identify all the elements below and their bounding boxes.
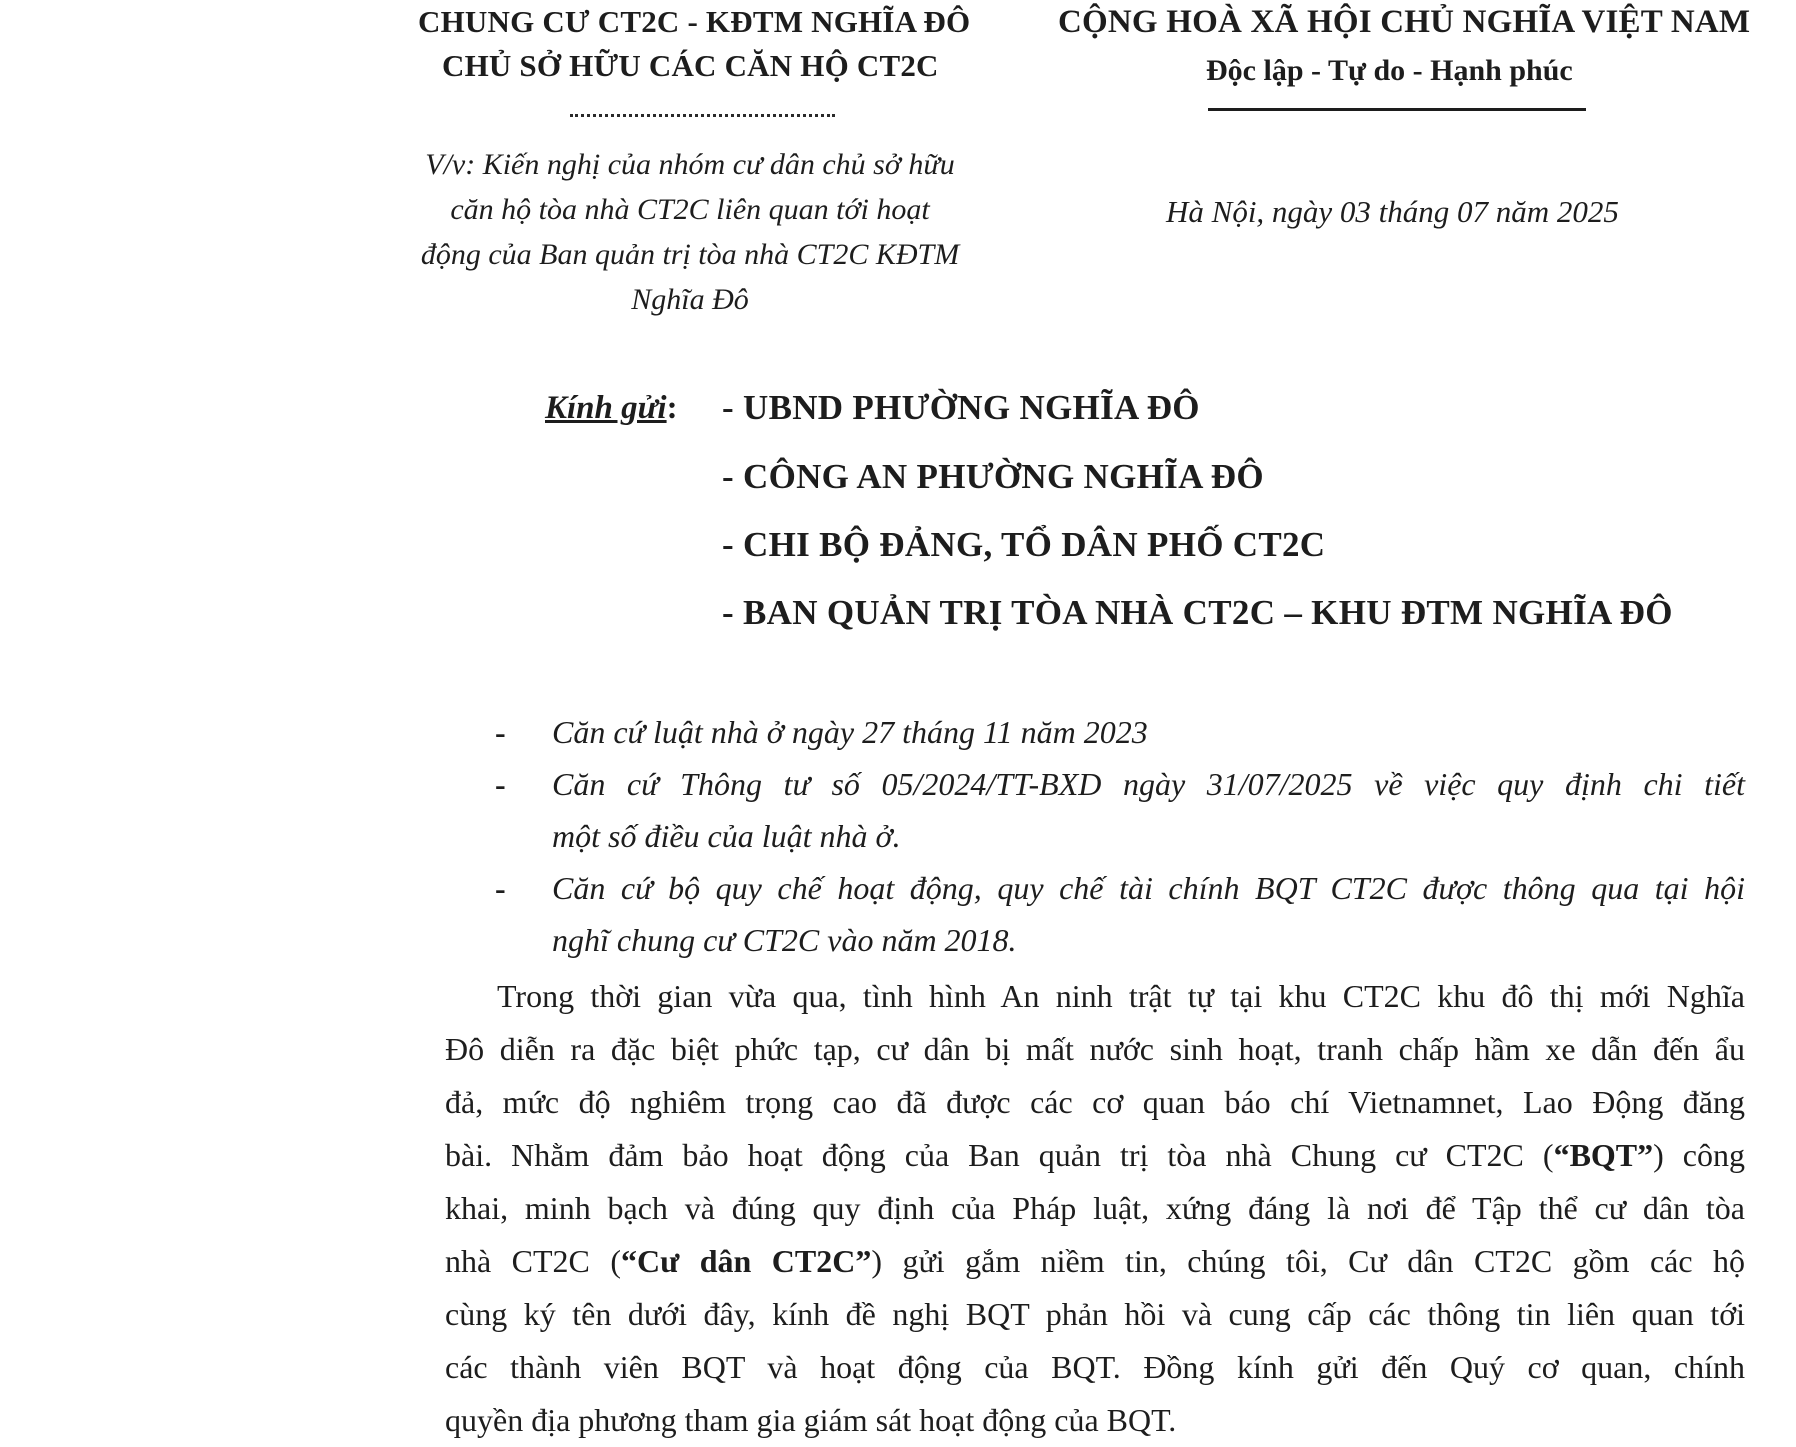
motto-underline [1208,108,1586,111]
list-item [495,758,1745,862]
recipients-label-colon: : [666,390,678,426]
paragraph-line: cùng ký tên dưới đây, kính đề nghị BQT phản hồi và cung cấp các thông tin liên quan tới [445,1296,1745,1332]
bullet-dash: - [495,766,506,802]
paragraph-line: đả, mức độ nghiêm trọng cao đã được các cơ quan báo chí Vietnamnet, Lao Động đăng [445,1084,1745,1120]
recipient-item: - CÔNG AN PHƯỜNG NGHĨA ĐÔ [722,457,1264,496]
org-name: CHUNG CƯ CT2C - KĐTM NGHĨA ĐÔ [418,4,971,39]
paragraph-line [445,1129,1745,1182]
legal-basis-list [495,706,1745,966]
list-item [495,706,1745,758]
paragraph-line: quyền địa phương tham gia giám sát hoạt động của BQT. [445,1402,1177,1438]
org-subtitle: CHỦ SỞ HỮU CÁC CĂN HỘ CT2C [442,48,939,83]
subject-line: V/v: Kiến nghị của nhóm cư dân chủ sở hữu [425,148,955,181]
bullet-dash: - [495,870,506,906]
paragraph-text: ) gửi gắm niềm tin, chúng tôi, Cư dân CT2C gồm các hộ [871,1243,1746,1279]
national-title: CỘNG HOÀ XÃ HỘI CHỦ NGHĨA VIỆT NAM [1058,4,1751,40]
subject-line: động của Ban quản trị tòa nhà CT2C KĐTM [420,238,960,271]
bullet-text: Căn cứ luật nhà ở ngày 27 tháng 11 năm 2023 [552,714,1148,750]
paragraph-line: khai, minh bạch và đúng quy định của Pháp luật, xứng đáng là nơi để Tập thể cư dân tòa [445,1190,1745,1226]
bullet-text: Căn cứ Thông tư số 05/2024/TT-BXD ngày 31/07/2025 về việc quy định chi tiết [552,766,1745,802]
header-divider-dotted [570,114,835,117]
date-line: Hà Nội, ngày 03 tháng 07 năm 2025 [1166,194,1619,229]
paragraph-line [445,1235,1745,1288]
recipients-label-text: Kính gửi [545,390,667,426]
subject-line: Nghĩa Đô [631,283,749,316]
recipients-label [545,390,678,427]
defined-term-residents: “Cư dân CT2C” [620,1243,872,1279]
paragraph-line: Đô diễn ra đặc biệt phức tạp, cư dân bị mất nước sinh hoạt, tranh chấp hầm xe dẫn đến ẩu [445,1031,1745,1067]
national-motto: Độc lập - Tự do - Hạnh phúc [1206,54,1573,87]
recipient-item: - UBND PHƯỜNG NGHĨA ĐÔ [722,388,1200,427]
defined-term-bqt: “BQT” [1553,1137,1654,1173]
bullet-text: nghĩ chung cư CT2C vào năm 2018. [552,922,1017,958]
list-item [495,862,1745,966]
body-paragraph [445,970,1745,1447]
paragraph-text: ) công [1653,1137,1746,1173]
paragraph-line: Trong thời gian vừa qua, tình hình An ninh trật tự tại khu CT2C khu đô thị mới Nghĩa [497,978,1745,1014]
recipient-item: - BAN QUẢN TRỊ TÒA NHÀ CT2C – KHU ĐTM NGHĨA ĐÔ [722,593,1673,632]
paragraph-text: nhà CT2C ( [445,1243,621,1279]
bullet-text: Căn cứ bộ quy chế hoạt động, quy chế tài chính BQT CT2C được thông qua tại hội [552,870,1745,906]
paragraph-text: bài. Nhằm đảm bảo hoạt động của Ban quản trị tòa nhà Chung cư CT2C ( [445,1137,1554,1173]
bullet-text: một số điều của luật nhà ở. [552,818,901,854]
recipient-item: - CHI BỘ ĐẢNG, TỔ DÂN PHỐ CT2C [722,525,1326,564]
subject-line: căn hộ tòa nhà CT2C liên quan tới hoạt [450,193,930,226]
paragraph-line: các thành viên BQT và hoạt động của BQT. Đồng kính gửi đến Quý cơ quan, chính [445,1349,1745,1385]
bullet-dash: - [495,714,506,750]
subject-block [380,142,1000,322]
